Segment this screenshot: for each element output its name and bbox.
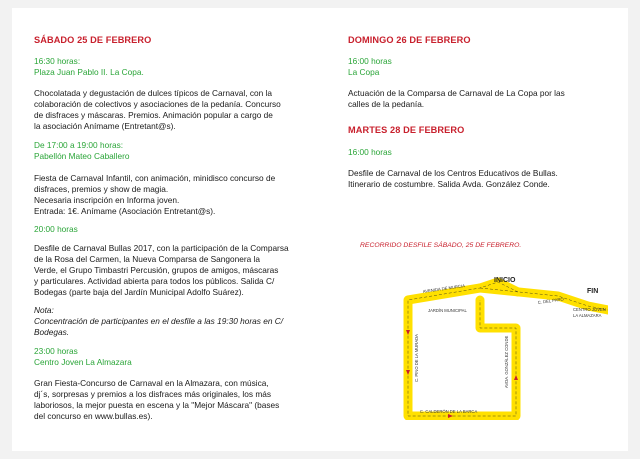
event-desc-line: y particulares. Actividad abierta para todos los públicos. Salida C/ (34, 276, 275, 286)
event-desc-line: Fiesta de Carnaval Infantil, con animación, minidisco concurso de (34, 173, 276, 183)
event-desc-line: colaboración de colectivos y asociaciones de la pedanía. Concurso (34, 99, 281, 109)
event-desc-line: Gran Fiesta-Concurso de Carnaval en la Almazara, con música, (34, 378, 269, 388)
event-desc-line: Entrada: 1€. Anímame (Asociación Entretant@s). (34, 206, 216, 216)
event-desc-line: calles de la pedanía. (348, 99, 425, 109)
event-desc-line: Desfile de Carnaval de los Centros Educativos de Bullas. (348, 168, 558, 178)
event-desc-line: del concurso en www.bullas.es). (34, 411, 153, 421)
event-desc-line: dj´s, sorpresas y premios a los disfraces más originales, los más (34, 389, 272, 399)
map-street-label: C. PINO DE LA MURADA (414, 334, 419, 382)
event-desc-line: Chocolatada y degustación de dulces típicos de Carnaval, con la (34, 88, 272, 98)
event-time: 16:00 horas (348, 147, 392, 157)
map-street-label: C. DEL PARO (537, 296, 564, 305)
note-label: Nota: (34, 305, 54, 315)
event-desc-line: Verde, el Grupo Timbastri Percusión, grupos de amigos, máscaras (34, 265, 279, 275)
saturday-heading: SÁBADO 25 DE FEBRERO (34, 35, 152, 45)
event-place: Plaza Juan Pablo II. La Copa. (34, 67, 144, 77)
event-desc-line: Desfile de Carnaval Bullas 2017, con la participación de la Comparsa (34, 243, 289, 253)
event-time: 20:00 horas (34, 224, 78, 234)
event-time: 16:30 horas: (34, 56, 81, 66)
brochure-page (12, 8, 628, 451)
event-desc-line: de disfraces y máscaras. Premios. Animación popular a cargo de (34, 110, 273, 120)
map-end-place: LA ALMAZARA (573, 313, 602, 318)
sunday-heading: DOMINGO 26 DE FEBRERO (348, 35, 471, 45)
event-desc-line: Bodegas (parte baja del Jardín Municipal Adolfo Suárez). (34, 287, 244, 297)
map-street-label: C. CALDERÓN DE LA BARCA (420, 409, 478, 414)
map-start-label: INICIO (494, 277, 516, 284)
event-place: Centro Joven La Almazara (34, 357, 132, 367)
event-desc-line: Actuación de la Comparsa de Carnaval de La Copa por las (348, 88, 565, 98)
event-desc-line: la asociación Anímame (Entretant@s). (34, 121, 176, 131)
route-arrows (406, 330, 518, 418)
note-text-line: Bodegas. (34, 327, 70, 337)
event-time: De 17:00 a 19:00 horas: (34, 140, 124, 150)
route-map (398, 270, 608, 420)
map-street-label: AVENIDA DE MURCIA (422, 283, 466, 294)
event-place: Pabellón Mateo Caballero (34, 151, 130, 161)
event-time: 16:00 horas (348, 56, 392, 66)
event-desc-line: laboriosos, la mejor puesta en escena y la "Mejor Máscara" (bases (34, 400, 280, 410)
event-desc-line: Necesaria inscripción en Informa joven. (34, 195, 180, 205)
event-time: 23:00 horas (34, 346, 78, 356)
map-end-label: FIN (587, 288, 599, 295)
map-end-place: CENTRO JOVEN (573, 307, 606, 312)
event-desc-line: disfraces, premios y show de magia. (34, 184, 169, 194)
event-desc-line: Itinerario de costumbre. Salida Avda. González Conde. (348, 179, 550, 189)
event-desc-line: de la Rosa del Carmen, la Nueva Comparsa de Sangonera la (34, 254, 260, 264)
map-place-label: JARDÍN MUNICIPAL (428, 308, 467, 313)
event-place: La Copa (348, 67, 380, 77)
tuesday-heading: MARTES 28 DE FEBRERO (348, 125, 465, 135)
map-street-label: AVDA. GONZÁLEZ CONDE (504, 335, 509, 388)
route-title: RECORRIDO DESFILE SÁBADO, 25 DE FEBRERO. (360, 241, 522, 249)
note-text-line: Concentración de participantes en el desfile a las 19:30 horas en C/ (34, 316, 284, 326)
